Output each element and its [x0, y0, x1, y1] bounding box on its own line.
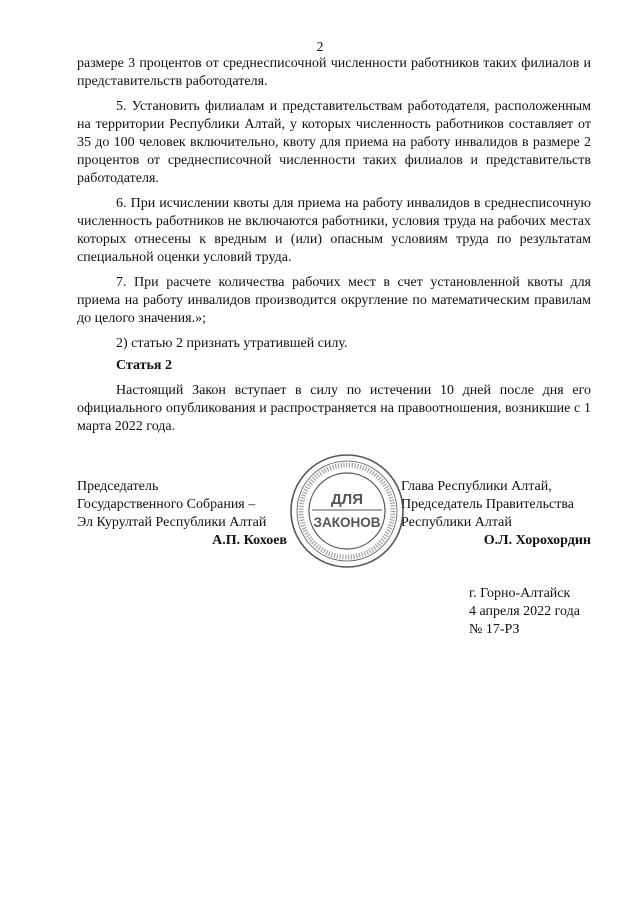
- paragraph-item-7: 7. При расчете количества рабочих мест в счет установленной квоты для приема на работу инвалидов производится округление по математическим правилам до целого значения.»;: [77, 275, 591, 326]
- paragraph-item-6: 6. При исчислении квоты для приема на работу инвалидов в среднесписочную численность работников не включаются работники, условия труда на рабочих местах которых отнесены к вредным и (или) опасным условиям труда по результатам специальной оценки условий труда.: [77, 196, 591, 265]
- law-date: 4 апреля 2022 года: [469, 604, 580, 619]
- signature-right-name: О.Л. Хорохордин: [483, 533, 591, 548]
- signature-left-title-3: Эл Курултай Республики Алтай: [77, 515, 267, 530]
- page-number: 2: [316, 40, 324, 55]
- signature-left-title-1: Председатель: [77, 479, 159, 494]
- paragraph-item-5: 5. Установить филиалам и представительствам работодателя, расположенным на территории Республики Алтай, у которых численность работников составляет от 35 до 100 человек включительно, квоту для приема на работу инвалидов в размере 2 процентов от среднесписочной численности таких филиалов и представительств работодателя.: [77, 99, 591, 186]
- signature-left-name: А.П. Кохоев: [212, 533, 287, 548]
- stamp-seal-icon: [288, 452, 406, 570]
- article-text: Настоящий Закон вступает в силу по истечении 10 дней после дня его официального опубликования и распространяется на правоотношения, возникшие с 1 марта 2022 года.: [77, 383, 591, 434]
- paragraph-continuation: размере 3 процентов от среднесписочной численности работников таких филиалов и представительств работодателя.: [77, 56, 591, 89]
- document-body: [77, 55, 591, 443]
- signature-left-title-2: Государственного Собрания –: [77, 497, 256, 512]
- signature-left: [77, 478, 287, 550]
- place-date-block: [469, 585, 609, 639]
- official-stamp: [288, 452, 406, 570]
- signature-right-title-2: Председатель Правительства: [401, 497, 574, 512]
- stamp-line-1: ДЛЯ: [331, 491, 363, 508]
- signature-right-title-1: Глава Республики Алтай,: [401, 479, 552, 494]
- article-heading: Статья 2: [116, 358, 172, 373]
- signature-right: [401, 478, 591, 550]
- signature-right-title-3: Республики Алтай: [401, 515, 512, 530]
- place-city: г. Горно-Алтайск: [469, 586, 571, 601]
- law-number: № 17-РЗ: [469, 622, 520, 637]
- stamp-line-2: ЗАКОНОВ: [313, 515, 381, 530]
- paragraph-item-2-repeal: 2) статью 2 признать утратившей силу.: [116, 336, 348, 351]
